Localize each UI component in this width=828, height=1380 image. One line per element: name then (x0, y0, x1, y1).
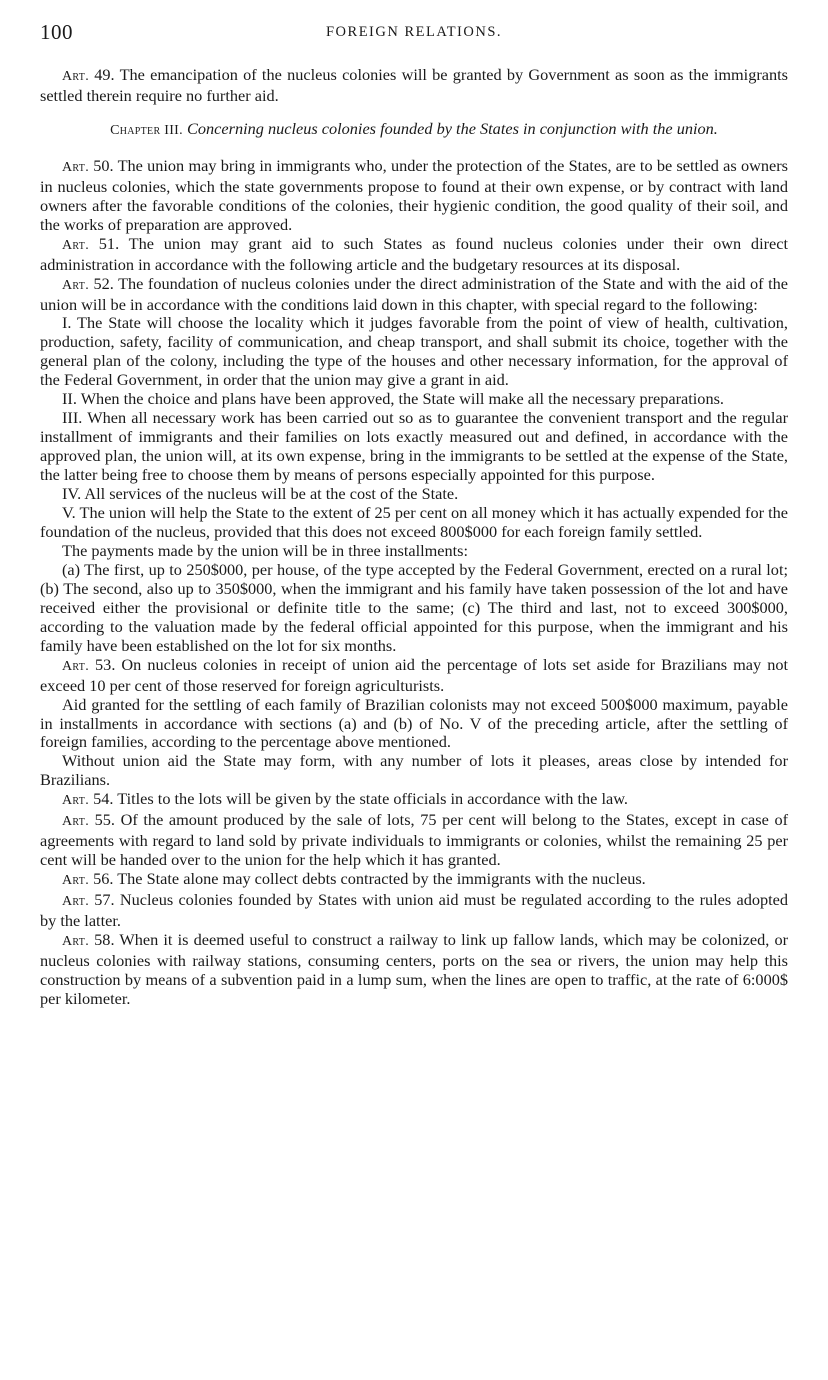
article-label: Art. (62, 658, 89, 674)
article-52 (40, 275, 788, 315)
article-53-paragraph-2: Aid granted for the settling of each family of Brazilian colonists may not exceed 500$000 maximum, payable in installments in accordance with sections (a) and (b) of No. V of the preceding article, after the settling of foreign families, according to the percentage above mentioned. (40, 694, 788, 752)
article-text: Nucleus colonies founded by States with union aid must be regulated according to the rules adopted by the latter. (40, 890, 789, 931)
article-text: Of the amount produced by the sale of lots, 75 per cent will belong to the States, except in case of agreements with regard to land sold by private individuals to immigrants or colonies, whilst the remaining 25 per cent will be handed over to the union for the help which it has granted. (40, 810, 789, 870)
page-number: 100 (40, 20, 73, 44)
article-text: The union may grant aid to such States as found nucleus colonies under their own direct administration in accordance with the following article and the budgetary resources at its disposal. (40, 233, 788, 274)
article-number: 57. (94, 890, 115, 910)
article-label: Art. (62, 237, 89, 253)
article-number: 50. (93, 155, 114, 175)
article-label: Art. (62, 793, 89, 809)
payments-detail: (a) The first, up to 250$000, per house, of the type accepted by the Federal Government, erected on a rural lot; (b) The second, also up to 350$000, when the immigrant and his family have taken possession of the lot and have received either the provisional or definite title to the same; (c) The third and last, not to exceed 300$000, according to the valuation made by the federal official appointed for this purpose, when the immigrant and his family have been established on the lot for six months. (40, 559, 788, 655)
article-label: Art. (62, 814, 89, 830)
article-label: Art. (62, 277, 89, 293)
article-number: 53. (95, 654, 116, 674)
article-50 (40, 157, 788, 235)
article-text: The emancipation of the nucleus colonies will be granted by Government as soon as the immigrants settled therein require no further aid. (40, 65, 788, 105)
article-57 (40, 891, 788, 931)
article-label: Art. (62, 894, 89, 910)
article-label: Art. (62, 933, 89, 949)
payments-intro: The payments made by the union will be in three installments: (62, 540, 469, 560)
article-label: Art. (62, 873, 89, 889)
article-58 (40, 931, 788, 1009)
header-title: FOREIGN RELATIONS. (325, 24, 503, 40)
article-56 (40, 870, 788, 891)
chapter-heading (40, 120, 788, 141)
article-text: Titles to the lots will be given by the state officials in accordance with the law. (117, 789, 629, 809)
article-51 (40, 235, 788, 275)
article-number: 55. (94, 810, 115, 830)
article-text: The State alone may collect debts contracted by the immigrants with the nucleus. (117, 869, 646, 889)
article-52-item-iv: IV. All services of the nucleus will be at the cost of the State. (62, 484, 459, 504)
article-number: 54. (93, 789, 114, 809)
article-text: The union may bring in immigrants who, under the protection of the States, are to be settled as owners in nucleus colonies, which the state governments propose to found at their own expense, or by contract with land owners after the favorable conditions of the colonies, their hygienic condition, the good quality of their soil, and the works of preparation are approved. (40, 155, 789, 234)
chapter-label: Chapter III. (110, 122, 183, 138)
article-text: When it is deemed useful to construct a railway to link up fallow lands, which may be colonized, or nucleus colonies with railway stations, consuming centers, ports on the sea or rivers, the union may help this construction by means of a subvention paid in a lump sum, when the lines are open to traffic, at the rate of 6:000$ per kilometer. (40, 929, 789, 1008)
running-header (40, 20, 788, 48)
article-number: 49. (94, 65, 115, 84)
article-label: Art. (62, 159, 89, 175)
article-52-item-ii: II. When the choice and plans have been approved, the State will make all the necessary preparations. (62, 389, 724, 409)
article-number: 52. (93, 273, 114, 293)
article-number: 58. (94, 929, 115, 949)
article-52-item-i: I. The State will choose the locality which it judges favorable from the point of view of health, cultivation, production, safety, facility of communication, and cheap transport, and shall submit its choice, together with the general plan of the colony, including the type of the houses and other necessary information, for the approval of the Federal Government, in order that the union may give a grant in aid. (40, 313, 788, 390)
article-49 (40, 66, 788, 106)
article-52-item-v: V. The union will help the State to the extent of 25 per cent on all money which it has actually expended for the foundation of the nucleus, provided that this does not exceed 800$000 for each foreign family settled. (40, 503, 788, 541)
article-52-item-iii: III. When all necessary work has been carried out so as to guarantee the convenient transport and the regular installment of immigrants and their families on lots exactly measured out and defined, in accordance with the approved plan, the union will, at its own expense, bring in the immigrants to be settled at the expense of the State, the latter being free to choose them by means of persons especially appointed for this purpose. (40, 408, 788, 485)
document-page (40, 20, 788, 1009)
article-number: 51. (98, 233, 120, 253)
article-text: The foundation of nucleus colonies under the direct administration of the State and with the aid of the union will be in accordance with the conditions laid down in this chapter, with special regard to the following: (40, 273, 788, 314)
article-number: 56. (93, 869, 114, 889)
body-text (40, 66, 788, 1009)
article-text: On nucleus colonies in receipt of union aid the percentage of lots set aside for Brazilians may not exceed 10 per cent of those reserved for foreign agriculturists. (40, 654, 789, 695)
article-54 (40, 790, 788, 811)
article-53-paragraph-3: Without union aid the State may form, with any number of lots it pleases, areas close by intended for Brazilians. (40, 751, 788, 790)
article-53 (40, 656, 788, 696)
chapter-title: Concerning nucleus colonies founded by the States in conjunction with the union. (187, 118, 718, 138)
article-label: Art. (62, 69, 89, 84)
article-55 (40, 811, 788, 870)
